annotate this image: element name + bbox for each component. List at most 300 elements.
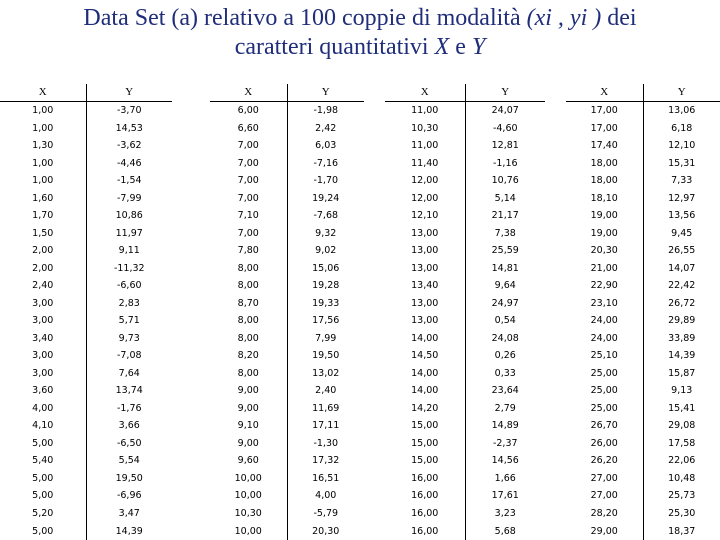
cell-x: 2,00: [0, 260, 86, 278]
table-row: [0, 207, 172, 225]
cell-x: 25,00: [566, 382, 643, 400]
cell-x: 13,00: [385, 225, 465, 243]
table-row: [0, 452, 172, 470]
cell-y: 12,81: [491, 140, 519, 152]
cell-x: 5,00: [0, 435, 86, 453]
cell-y: 19,50: [115, 472, 143, 484]
cell-x: 19,00: [566, 207, 643, 225]
cell-y: 19,28: [312, 280, 340, 292]
cell-x: 1,60: [0, 190, 86, 208]
cell-x: 25,00: [566, 365, 643, 383]
cell-y: 26,55: [668, 245, 696, 257]
cell-x: 3,40: [0, 330, 86, 348]
cell-y: 12,97: [668, 192, 696, 204]
table-row: [385, 400, 545, 418]
table-row: [0, 505, 172, 523]
cell-x: 2,40: [0, 277, 86, 295]
table-row: [385, 470, 545, 488]
cell-x: 11,40: [385, 155, 465, 173]
cell-x: 21,00: [566, 260, 643, 278]
cell-y: 1,66: [494, 472, 516, 484]
cell-y: 24,07: [491, 105, 519, 117]
cell-x: 12,10: [385, 207, 465, 225]
cell-x: 13,00: [385, 260, 465, 278]
cell-x: 17,00: [566, 102, 643, 120]
table-row: [210, 277, 364, 295]
cell-x: 14,00: [385, 382, 465, 400]
cell-y: 19,33: [312, 297, 340, 309]
cell-y: 20,30: [312, 525, 340, 537]
table-row: [566, 102, 720, 120]
table-row: [210, 312, 364, 330]
table-row: [385, 102, 545, 120]
column-header-y: Y: [86, 84, 172, 102]
cell-y: 9,45: [671, 227, 693, 239]
table-row: [385, 207, 545, 225]
cell-x: 5,40: [0, 452, 86, 470]
table-row: [210, 225, 364, 243]
table-row: [385, 505, 545, 523]
cell-x: 1,70: [0, 207, 86, 225]
data-table-block-1: [0, 84, 172, 540]
data-table-block-4: [566, 84, 720, 540]
cell-x: 18,10: [566, 190, 643, 208]
table-row: [0, 155, 172, 173]
cell-x: 1,00: [0, 155, 86, 173]
cell-x: 4,10: [0, 417, 86, 435]
cell-x: 19,00: [566, 225, 643, 243]
table-row: [566, 505, 720, 523]
cell-x: 8,00: [210, 260, 287, 278]
cell-y: -1,76: [116, 402, 142, 414]
cell-x: 5,00: [0, 487, 86, 505]
cell-x: 16,00: [385, 470, 465, 488]
table-row: [0, 260, 172, 278]
cell-x: 27,00: [566, 470, 643, 488]
table-row: [385, 487, 545, 505]
cell-x: 3,00: [0, 312, 86, 330]
table-row: [566, 417, 720, 435]
table-row: [210, 505, 364, 523]
cell-x: 9,00: [210, 435, 287, 453]
column-header-y: Y: [465, 84, 545, 102]
cell-x: 12,00: [385, 172, 465, 190]
table-row: [385, 260, 545, 278]
cell-y: 14,89: [491, 420, 519, 432]
cell-x: 3,00: [0, 295, 86, 313]
table-row: [566, 382, 720, 400]
cell-y: 2,40: [315, 385, 337, 397]
cell-y: 26,72: [668, 297, 696, 309]
cell-x: 9,00: [210, 382, 287, 400]
cell-x: 7,00: [210, 137, 287, 155]
title-line1-suffix: dei: [601, 5, 637, 31]
cell-y: 5,54: [118, 455, 140, 467]
cell-x: 25,00: [566, 400, 643, 418]
cell-x: 14,50: [385, 347, 465, 365]
cell-y: 3,47: [118, 507, 140, 519]
cell-y: 9,73: [118, 332, 140, 344]
cell-y: 24,97: [491, 297, 519, 309]
table-row: [566, 452, 720, 470]
cell-x: 1,50: [0, 225, 86, 243]
table-header-row: [566, 84, 720, 102]
title-line2-prefix: caratteri quantitativi: [234, 34, 435, 60]
cell-x: 18,00: [566, 155, 643, 173]
title-line2-mid: e: [449, 34, 472, 60]
cell-y: -1,30: [313, 437, 339, 449]
table-row: [566, 435, 720, 453]
table-row: [210, 330, 364, 348]
cell-x: 6,60: [210, 120, 287, 138]
table-header-row: [385, 84, 545, 102]
cell-y: -1,98: [313, 105, 339, 117]
cell-y: 0,26: [494, 350, 516, 362]
cell-y: 0,54: [494, 315, 516, 327]
cell-x: 8,00: [210, 312, 287, 330]
table-row: [385, 382, 545, 400]
table-row: [385, 190, 545, 208]
cell-y: 7,38: [494, 227, 516, 239]
table-header-row: [0, 84, 172, 102]
table-row: [566, 172, 720, 190]
table-row: [385, 452, 545, 470]
table-row: [566, 400, 720, 418]
cell-y: -4,46: [116, 157, 142, 169]
title-var-y: Y: [471, 34, 486, 60]
table-row: [0, 347, 172, 365]
table-row: [0, 190, 172, 208]
table-row: [210, 400, 364, 418]
cell-x: 5,00: [0, 522, 86, 540]
cell-x: 1,00: [0, 102, 86, 120]
cell-y: 29,08: [668, 420, 696, 432]
cell-y: 25,59: [491, 245, 519, 257]
table-row: [210, 365, 364, 383]
cell-y: -7,99: [116, 192, 142, 204]
cell-y: 10,86: [115, 210, 143, 222]
table-row: [0, 120, 172, 138]
cell-x: 12,00: [385, 190, 465, 208]
cell-x: 7,00: [210, 225, 287, 243]
cell-x: 8,00: [210, 330, 287, 348]
table-row: [210, 347, 364, 365]
cell-x: 5,00: [0, 470, 86, 488]
cell-x: 1,30: [0, 137, 86, 155]
cell-y: 7,64: [118, 367, 140, 379]
cell-y: -4,60: [492, 122, 518, 134]
table-row: [210, 190, 364, 208]
table-row: [385, 120, 545, 138]
table-row: [210, 417, 364, 435]
cell-x: 11,00: [385, 102, 465, 120]
table-row: [210, 155, 364, 173]
cell-y: -6,50: [116, 437, 142, 449]
cell-x: 9,60: [210, 452, 287, 470]
cell-x: 15,00: [385, 452, 465, 470]
table-row: [210, 470, 364, 488]
cell-y: 13,06: [668, 105, 696, 117]
cell-x: 20,30: [566, 242, 643, 260]
column-header-x: X: [210, 84, 287, 102]
table-row: [385, 522, 545, 540]
cell-x: 17,40: [566, 137, 643, 155]
table-row: [0, 312, 172, 330]
column-header-x: X: [385, 84, 465, 102]
cell-x: 22,90: [566, 277, 643, 295]
table-row: [0, 470, 172, 488]
cell-y: -2,37: [492, 437, 518, 449]
table-row: [385, 155, 545, 173]
data-table-block-2: [210, 84, 364, 540]
cell-y: 14,53: [115, 122, 143, 134]
cell-y: 13,74: [115, 385, 143, 397]
cell-y: 6,18: [671, 122, 693, 134]
cell-y: -1,16: [492, 157, 518, 169]
cell-y: -3,62: [116, 140, 142, 152]
cell-y: 17,56: [312, 315, 340, 327]
cell-y: 0,33: [494, 367, 516, 379]
table-row: [0, 295, 172, 313]
cell-x: 7,00: [210, 190, 287, 208]
cell-y: 33,89: [668, 332, 696, 344]
table-row: [210, 522, 364, 540]
cell-x: 25,10: [566, 347, 643, 365]
cell-x: 18,00: [566, 172, 643, 190]
column-header-y: Y: [287, 84, 364, 102]
table-row: [566, 190, 720, 208]
cell-y: 15,31: [668, 157, 696, 169]
cell-x: 9,10: [210, 417, 287, 435]
cell-x: 9,00: [210, 400, 287, 418]
table-row: [566, 242, 720, 260]
cell-y: 2,42: [315, 122, 337, 134]
cell-x: 1,00: [0, 120, 86, 138]
column-header-y: Y: [643, 84, 720, 102]
cell-x: 1,00: [0, 172, 86, 190]
title-var-x: X: [434, 34, 450, 60]
cell-x: 10,00: [210, 522, 287, 540]
table-row: [0, 172, 172, 190]
cell-x: 23,10: [566, 295, 643, 313]
cell-x: 7,00: [210, 172, 287, 190]
title-line1-prefix: Data Set (a) relativo a 100 coppie di modalità: [83, 5, 527, 31]
table-row: [0, 102, 172, 120]
cell-x: 8,00: [210, 277, 287, 295]
table-row: [0, 417, 172, 435]
cell-x: 3,00: [0, 347, 86, 365]
table-row: [0, 137, 172, 155]
cell-y: 2,83: [118, 297, 140, 309]
cell-y: 19,24: [312, 192, 340, 204]
table-row: [566, 120, 720, 138]
cell-x: 13,00: [385, 312, 465, 330]
cell-y: 9,11: [118, 245, 140, 257]
table-row: [0, 522, 172, 540]
cell-y: 13,56: [668, 210, 696, 222]
cell-y: 7,33: [671, 175, 693, 187]
cell-y: 3,66: [118, 420, 140, 432]
table-row: [210, 295, 364, 313]
table-row: [210, 242, 364, 260]
cell-y: 22,06: [668, 455, 696, 467]
cell-x: 24,00: [566, 330, 643, 348]
cell-x: 27,00: [566, 487, 643, 505]
table-row: [385, 242, 545, 260]
cell-y: 21,17: [491, 210, 519, 222]
table-row: [0, 400, 172, 418]
cell-x: 7,00: [210, 155, 287, 173]
title-math-pair: (xi , yi ): [526, 5, 602, 31]
cell-y: 10,76: [491, 175, 519, 187]
cell-x: 8,00: [210, 365, 287, 383]
cell-y: 9,32: [315, 227, 337, 239]
table-row: [385, 347, 545, 365]
cell-y: 9,13: [671, 385, 693, 397]
cell-y: 12,10: [668, 140, 696, 152]
cell-y: 17,32: [312, 455, 340, 467]
table-row: [0, 330, 172, 348]
cell-y: -1,70: [313, 175, 339, 187]
cell-x: 10,30: [385, 120, 465, 138]
cell-x: 13,00: [385, 242, 465, 260]
cell-y: 7,99: [315, 332, 337, 344]
table-row: [385, 137, 545, 155]
table-row: [385, 277, 545, 295]
cell-x: 16,00: [385, 487, 465, 505]
table-row: [566, 260, 720, 278]
table-row: [0, 487, 172, 505]
cell-y: 5,68: [494, 525, 516, 537]
table-header-row: [210, 84, 364, 102]
cell-x: 16,00: [385, 505, 465, 523]
column-header-x: X: [566, 84, 643, 102]
table-row: [566, 277, 720, 295]
cell-x: 29,00: [566, 522, 643, 540]
cell-y: 14,39: [668, 350, 696, 362]
table-row: [210, 137, 364, 155]
cell-y: 4,00: [315, 490, 337, 502]
cell-x: 13,40: [385, 277, 465, 295]
cell-y: -7,16: [313, 157, 339, 169]
table-row: [385, 417, 545, 435]
cell-x: 26,20: [566, 452, 643, 470]
data-table-block-3: [385, 84, 545, 540]
cell-y: 14,81: [491, 262, 519, 274]
cell-y: 11,97: [115, 227, 143, 239]
cell-x: 13,00: [385, 295, 465, 313]
cell-y: 2,79: [494, 402, 516, 414]
page-title: [0, 4, 720, 62]
cell-x: 6,00: [210, 102, 287, 120]
cell-y: 3,23: [494, 507, 516, 519]
cell-x: 10,30: [210, 505, 287, 523]
cell-y: -6,96: [116, 490, 142, 502]
cell-x: 15,00: [385, 417, 465, 435]
cell-x: 3,60: [0, 382, 86, 400]
table-row: [210, 382, 364, 400]
cell-y: 15,06: [312, 262, 340, 274]
table-row: [210, 452, 364, 470]
cell-y: 16,51: [312, 472, 340, 484]
table-row: [210, 435, 364, 453]
table-row: [385, 295, 545, 313]
cell-x: 5,20: [0, 505, 86, 523]
cell-x: 24,00: [566, 312, 643, 330]
data-tables: [0, 84, 720, 540]
cell-y: 23,64: [491, 385, 519, 397]
cell-x: 17,00: [566, 120, 643, 138]
table-row: [210, 260, 364, 278]
cell-y: 17,58: [668, 437, 696, 449]
cell-x: 14,00: [385, 365, 465, 383]
cell-x: 16,00: [385, 522, 465, 540]
cell-x: 3,00: [0, 365, 86, 383]
table-row: [385, 172, 545, 190]
cell-y: 25,73: [668, 490, 696, 502]
cell-x: 8,70: [210, 295, 287, 313]
cell-y: -1,54: [116, 175, 142, 187]
table-row: [566, 522, 720, 540]
cell-y: 5,14: [494, 192, 516, 204]
cell-y: 29,89: [668, 315, 696, 327]
table-row: [0, 365, 172, 383]
cell-y: -7,08: [116, 350, 142, 362]
table-row: [566, 137, 720, 155]
table-row: [210, 207, 364, 225]
table-row: [566, 470, 720, 488]
table-row: [566, 207, 720, 225]
cell-y: 15,87: [668, 367, 696, 379]
cell-y: 18,37: [668, 525, 696, 537]
cell-y: 14,56: [491, 455, 519, 467]
cell-y: 19,50: [312, 350, 340, 362]
table-row: [210, 172, 364, 190]
table-row: [566, 487, 720, 505]
table-row: [385, 330, 545, 348]
cell-y: 10,48: [668, 472, 696, 484]
cell-y: 14,07: [668, 262, 696, 274]
cell-y: -11,32: [113, 262, 145, 274]
cell-y: 22,42: [668, 280, 696, 292]
table-row: [0, 277, 172, 295]
cell-x: 26,00: [566, 435, 643, 453]
cell-y: -3,70: [116, 105, 142, 117]
cell-x: 11,00: [385, 137, 465, 155]
cell-x: 7,80: [210, 242, 287, 260]
cell-y: -6,60: [116, 280, 142, 292]
cell-y: 15,41: [668, 402, 696, 414]
table-row: [210, 487, 364, 505]
cell-x: 8,20: [210, 347, 287, 365]
table-row: [0, 225, 172, 243]
cell-x: 26,70: [566, 417, 643, 435]
cell-y: 14,39: [115, 525, 143, 537]
table-row: [0, 382, 172, 400]
cell-y: 24,08: [491, 332, 519, 344]
cell-y: 17,11: [312, 420, 340, 432]
table-row: [0, 242, 172, 260]
table-row: [566, 347, 720, 365]
cell-y: -7,68: [313, 210, 339, 222]
cell-y: 17,61: [491, 490, 519, 502]
table-row: [566, 365, 720, 383]
title-line-1: [0, 4, 720, 33]
table-row: [210, 102, 364, 120]
table-row: [0, 435, 172, 453]
table-row: [566, 155, 720, 173]
cell-y: 9,02: [315, 245, 337, 257]
